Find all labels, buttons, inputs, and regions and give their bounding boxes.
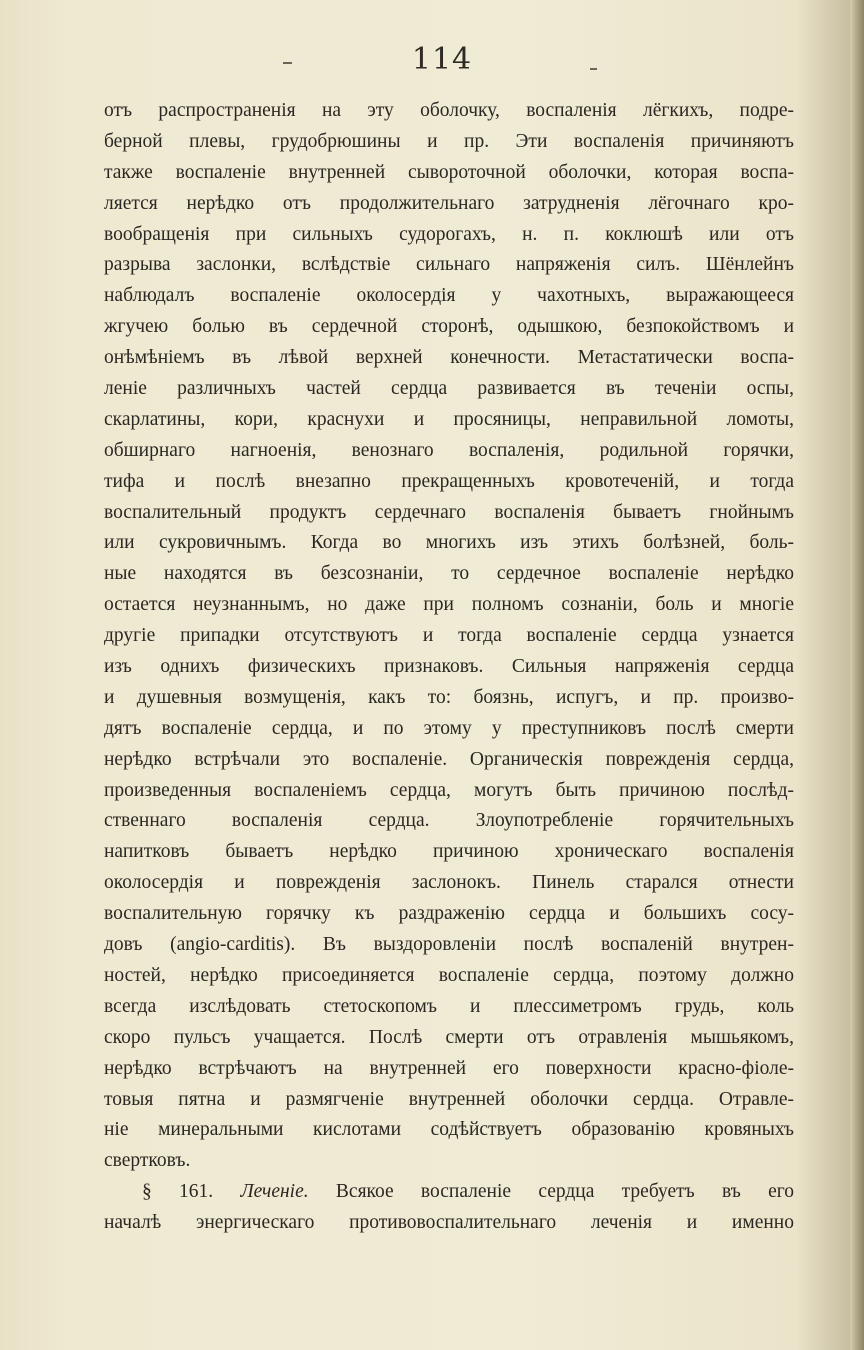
text-line: воспалительную горячку къ раздраженію сердца и большихъ сосу- <box>104 903 794 925</box>
section-number: § 161. <box>142 1181 214 1203</box>
text-line: скарлатины, кори, краснухи и просяницы, неправильной ломоты, <box>104 408 794 430</box>
text-line: свертковъ. <box>104 1150 191 1172</box>
section-label: Леченіе. <box>240 1181 309 1203</box>
text-line: воспалительный продуктъ сердечнаго воспаленія бываетъ гнойнымъ <box>104 501 794 523</box>
text-line: всегда изслѣдовать стетоскопомъ и плессиметромъ грудь, коль <box>104 995 794 1017</box>
text-line: тифа и послѣ внезапно прекращенныхъ кровотеченій, и тогда <box>104 470 794 492</box>
text-line: околосердія и поврежденія заслонокъ. Пинель старался отнести <box>104 872 794 894</box>
text-line: вообращенія при сильныхъ судорогахъ, н. п. коклюшѣ или отъ <box>104 223 794 245</box>
text-line: остается неузнаннымъ, но даже при полномъ сознаніи, боль и многіе <box>104 594 794 616</box>
text-line: разрыва заслонки, вслѣдствіе сильнаго напряженія силъ. Шёнлейнъ <box>104 254 794 276</box>
text-line: дятъ воспаленіе сердца, и по этому у преступниковъ послѣ смерти <box>104 717 794 739</box>
text-line: онѣмѣніемъ въ лѣвой верхней конечности. Метастатически воспа- <box>104 347 794 369</box>
text-line: ніе минеральными кислотами содѣйствуетъ образованію кровяныхъ <box>104 1119 794 1141</box>
text-line: жгучею болью въ сердечной сторонѣ, одышкою, безпокойствомъ и <box>104 316 794 338</box>
text-line: нерѣдко встрѣчали это воспаленіе. Органическія поврежденія сердца, <box>104 748 794 770</box>
text-line: ляется нерѣдко отъ продолжительнаго затрудненія лёгочнаго кро- <box>104 192 794 214</box>
text-line: изъ однихъ физическихъ признаковъ. Сильныя напряженія сердца <box>104 656 794 678</box>
text-line: обширнаго нагноенія, венознаго воспаленія, родильной горячки, <box>104 439 794 461</box>
text-line: или сукровичнымъ. Когда во многихъ изъ этихъ болѣзней, боль- <box>104 532 794 554</box>
text-line: и душевныя возмущенія, какъ то: боязнь, испугъ, и пр. произво- <box>104 686 794 708</box>
text-line: ные находятся въ безсознаніи, то сердечное воспаленіе нерѣдко <box>104 563 794 585</box>
text-line: скоро пульсъ учащается. Послѣ смерти отъ отравленія мышьякомъ, <box>104 1026 794 1048</box>
text-line: другіе припадки отсутствуютъ и тогда воспаленіе сердца узнается <box>104 625 794 647</box>
text-line: довъ (angio-carditis). Въ выздоровленіи послѣ воспаленій внутрен- <box>104 934 794 956</box>
text-line: нерѣдко встрѣчаютъ на внутренней его поверхности красно-фіоле- <box>104 1057 794 1079</box>
text-line: началѣ энергическаго противовоспалительнаго леченія и именно <box>104 1212 794 1234</box>
body-text <box>104 96 794 1239</box>
text-line: товыя пятна и размягченіе внутренней оболочки сердца. Отравле- <box>104 1088 794 1110</box>
text-line: ностей, нерѣдко присоединяется воспаленіе сердца, поэтому должно <box>104 964 794 986</box>
page-edge <box>850 0 864 1350</box>
text-line: произведенныя воспаленіемъ сердца, могутъ быть причиною послѣд- <box>104 779 794 801</box>
section-heading-line <box>104 1177 794 1208</box>
text-line: наблюдалъ воспаленіе околосердія у чахотныхъ, выражающееся <box>104 285 794 307</box>
text-line: ственнаго воспаленія сердца. Злоупотребленіе горячительныхъ <box>104 810 794 832</box>
page-number: 114 <box>411 42 473 77</box>
text-line: отъ распространенія на эту оболочку, воспаленія лёгкихъ, подре- <box>104 100 794 121</box>
text-line: также воспаленіе внутренней сывороточной оболочки, которая воспа- <box>104 161 794 183</box>
text-line: напитковъ бываетъ нерѣдко причиною хроническаго воспаленія <box>104 841 794 863</box>
text-line: леніе различныхъ частей сердца развивается въ теченіи оспы, <box>104 378 794 400</box>
text-line: берной плевы, грудобрюшины и пр. Эти воспаленія причиняютъ <box>104 130 794 152</box>
section-text: Всякое воспаленіе сердца требуетъ въ его <box>335 1181 794 1203</box>
